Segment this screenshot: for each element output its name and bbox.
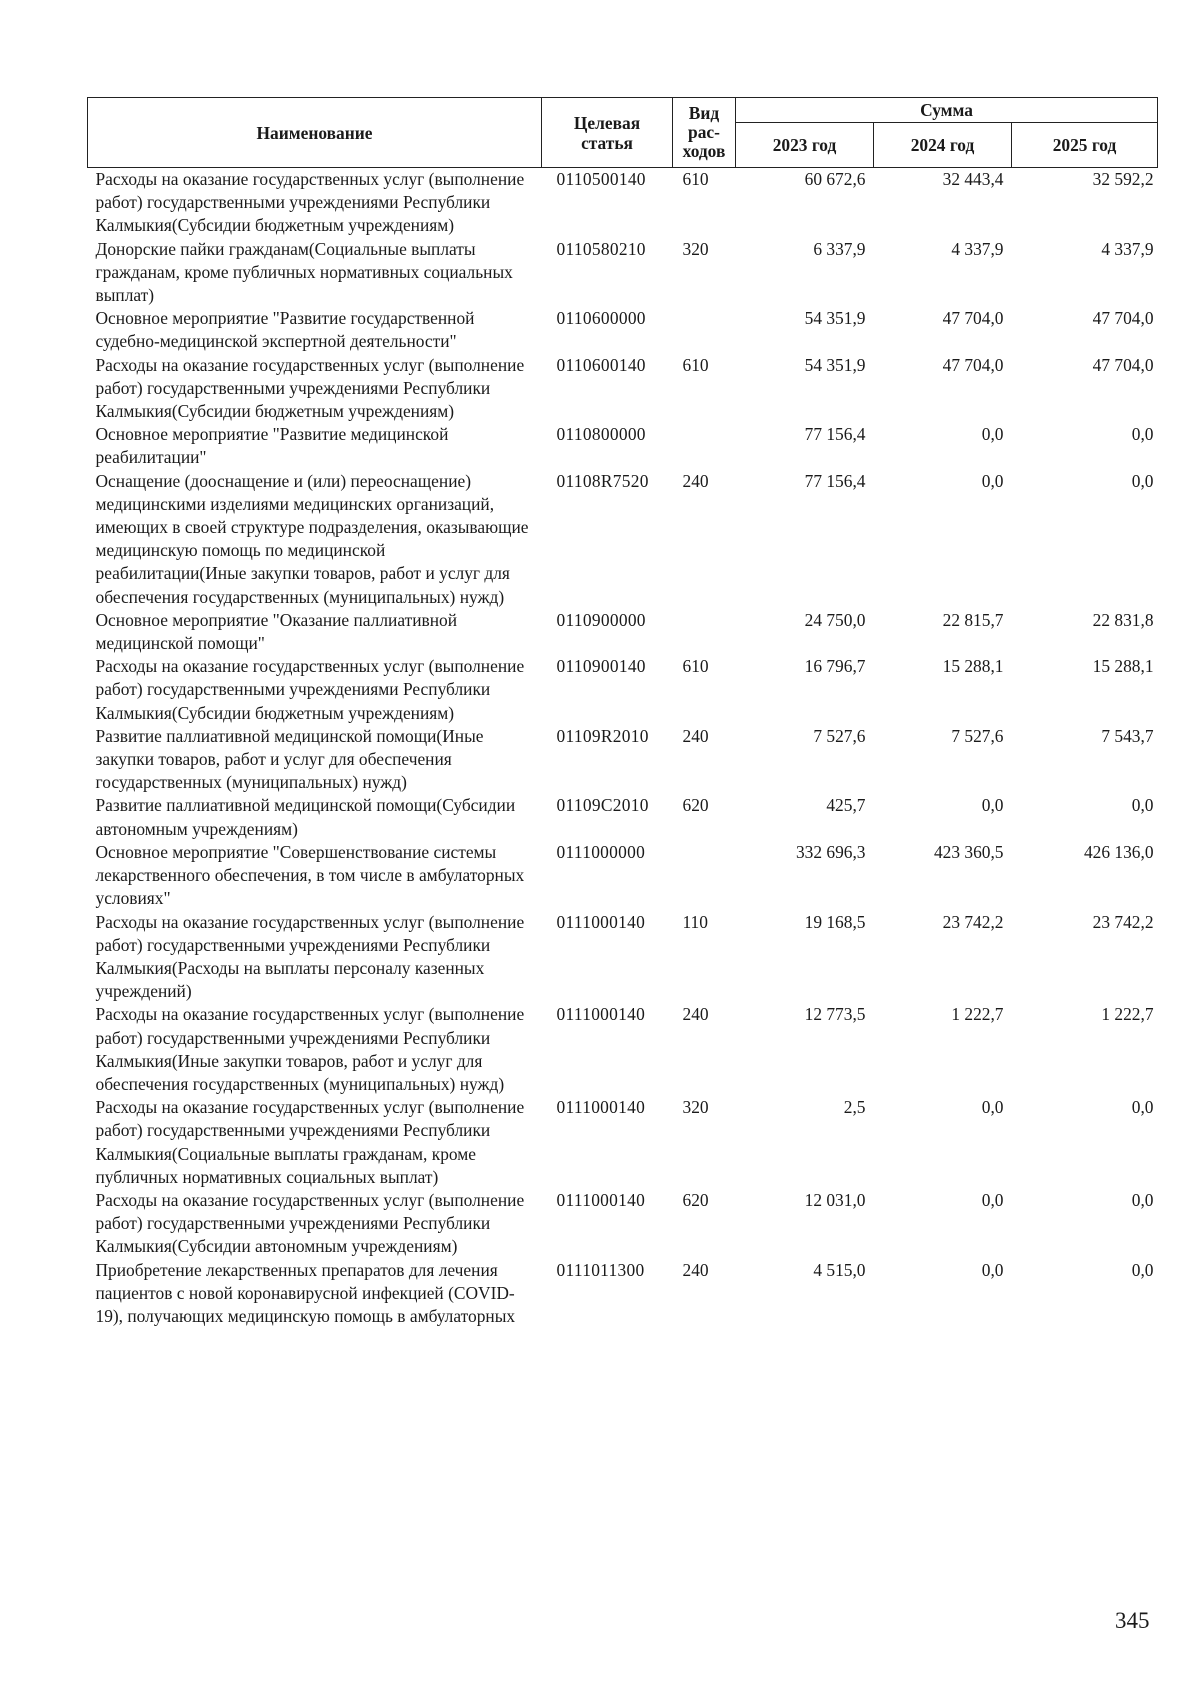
table-row xyxy=(88,168,1158,238)
row-name: Расходы на оказание государственных услуг (выполнение работ) государственными учреждениями Республики Калмыкия(Субсидии бюджетным учреждениям) xyxy=(95,354,525,422)
table-row xyxy=(88,470,1158,609)
row-code: 0111000000 xyxy=(556,841,646,862)
table-row xyxy=(88,841,1158,911)
table-row xyxy=(88,1096,1158,1189)
table-row xyxy=(88,1003,1158,1096)
row-sum-2025: 0,0 xyxy=(1131,470,1154,491)
row-sum-2025: 426 136,0 xyxy=(1083,841,1154,862)
row-code: 01108R7520 xyxy=(556,470,649,491)
row-sum-2025: 0,0 xyxy=(1131,1189,1154,1210)
row-sum-2025: 47 704,0 xyxy=(1092,308,1154,329)
row-sum-2023: 60 672,6 xyxy=(804,169,866,189)
row-sum-2025: 15 288,1 xyxy=(1092,656,1154,677)
row-sum-2025: 23 742,2 xyxy=(1092,911,1154,932)
row-type: 240 xyxy=(682,1004,709,1025)
row-code: 0110600140 xyxy=(556,354,646,375)
row-type xyxy=(673,609,736,655)
row-sum-2024: 47 704,0 xyxy=(942,308,1004,329)
row-sum-2025: 4 337,9 xyxy=(1101,238,1154,259)
row-code: 01109C2010 xyxy=(556,795,649,816)
row-type: 620 xyxy=(682,795,709,816)
row-name: Развитие паллиативной медицинской помощи(Субсидии автономным учреждениям) xyxy=(95,795,516,839)
table-body xyxy=(88,168,1158,1329)
row-name: Донорские пайки гражданам(Социальные выплаты гражданам, кроме публичных нормативных социальных выплат) xyxy=(95,238,513,306)
row-sum-2025: 47 704,0 xyxy=(1092,354,1154,375)
table-header xyxy=(88,98,1158,168)
row-sum-2024: 1 222,7 xyxy=(951,1004,1004,1025)
row-name: Расходы на оказание государственных услуг (выполнение работ) государственными учреждениями Республики Калмыкия(Субсидии бюджетным учреждениям) xyxy=(95,656,525,723)
table-row xyxy=(88,911,1158,1004)
row-type xyxy=(673,841,736,911)
row-sum-2024: 15 288,1 xyxy=(942,656,1004,677)
row-name: Расходы на оказание государственных услуг (выполнение работ) государственными учреждениями Республики Калмыкия(Субсидии автономным учреждениям) xyxy=(95,1189,525,1257)
row-type: 320 xyxy=(682,1097,709,1118)
row-sum-2023: 77 156,4 xyxy=(804,470,866,491)
page-number: 345 xyxy=(1115,1608,1150,1633)
row-type: 240 xyxy=(682,725,709,746)
row-sum-2023: 7 527,6 xyxy=(813,725,866,746)
table-row xyxy=(88,354,1158,424)
row-sum-2024: 47 704,0 xyxy=(942,354,1004,375)
row-sum-2025: 0,0 xyxy=(1131,424,1154,445)
row-sum-2023: 332 696,3 xyxy=(795,841,866,862)
header-type-line1: Вид xyxy=(688,103,720,123)
row-sum-2024: 0,0 xyxy=(981,795,1004,816)
row-sum-2025: 0,0 xyxy=(1131,1259,1154,1280)
row-code: 01109R2010 xyxy=(556,725,649,746)
row-code: 0110580210 xyxy=(556,238,646,259)
row-sum-2025: 0,0 xyxy=(1131,795,1154,816)
row-name: Основное мероприятие "Оказание паллиативной медицинской помощи" xyxy=(95,609,458,654)
row-code: 0110900140 xyxy=(556,656,646,677)
row-sum-2023: 19 168,5 xyxy=(804,911,866,932)
row-code: 0111000140 xyxy=(556,1189,646,1210)
header-name: Наименование xyxy=(88,98,542,168)
row-sum-2025: 22 831,8 xyxy=(1092,609,1154,630)
row-sum-2023: 6 337,9 xyxy=(813,238,866,259)
table-row xyxy=(88,794,1158,840)
header-year-2024: 2024 год xyxy=(874,123,1012,168)
row-sum-2024: 0,0 xyxy=(981,1097,1004,1118)
row-type: 240 xyxy=(682,1259,709,1280)
row-code: 0110500140 xyxy=(556,169,646,189)
header-year-2025: 2025 год xyxy=(1012,123,1158,168)
row-code: 0110900000 xyxy=(556,609,646,630)
row-sum-2023: 425,7 xyxy=(826,795,866,816)
row-type: 610 xyxy=(682,169,709,189)
row-type xyxy=(673,307,736,353)
header-type-line2: рас- xyxy=(688,122,720,142)
header-code xyxy=(542,98,673,168)
header-type xyxy=(673,98,736,168)
row-name: Расходы на оказание государственных услуг (выполнение работ) государственными учреждениями Республики Калмыкия(Субсидии бюджетным учреждениям) xyxy=(95,169,525,236)
table-row xyxy=(88,1259,1158,1329)
row-code: 0110600000 xyxy=(556,308,646,329)
table-row xyxy=(88,307,1158,353)
row-sum-2024: 0,0 xyxy=(981,424,1004,445)
row-code: 0111011300 xyxy=(556,1259,645,1280)
row-sum-2023: 54 351,9 xyxy=(804,308,866,329)
row-sum-2023: 4 515,0 xyxy=(813,1259,866,1280)
row-sum-2023: 2,5 xyxy=(843,1097,866,1118)
row-name: Расходы на оказание государственных услуг (выполнение работ) государственными учреждениями Республики Калмыкия(Социальные выплаты гражданам, кроме публичных нормативных социальных выплат) xyxy=(95,1097,525,1187)
row-name: Основное мероприятие "Развитие медицинской реабилитации" xyxy=(95,424,449,468)
row-sum-2024: 0,0 xyxy=(981,1259,1004,1280)
row-type: 610 xyxy=(682,656,709,677)
row-sum-2025: 7 543,7 xyxy=(1101,725,1154,746)
table-row xyxy=(88,423,1158,469)
row-sum-2024: 4 337,9 xyxy=(951,238,1004,259)
row-type: 110 xyxy=(682,911,708,932)
header-sum: Сумма xyxy=(736,98,1158,123)
row-sum-2024: 0,0 xyxy=(981,1189,1004,1210)
row-sum-2025: 0,0 xyxy=(1131,1097,1154,1118)
row-type: 320 xyxy=(682,238,709,259)
row-code: 0111000140 xyxy=(556,1004,646,1025)
table-row xyxy=(88,655,1158,725)
row-code: 0111000140 xyxy=(556,911,646,932)
row-sum-2023: 24 750,0 xyxy=(804,609,866,630)
row-sum-2024: 7 527,6 xyxy=(951,725,1004,746)
row-sum-2023: 16 796,7 xyxy=(804,656,866,677)
row-sum-2023: 77 156,4 xyxy=(804,424,866,445)
row-sum-2024: 22 815,7 xyxy=(942,609,1004,630)
header-year-2023: 2023 год xyxy=(736,123,874,168)
row-sum-2023: 54 351,9 xyxy=(804,354,866,375)
row-sum-2024: 0,0 xyxy=(981,470,1004,491)
row-name: Основное мероприятие "Развитие государственной судебно-медицинской экспертной деятельности" xyxy=(95,308,475,352)
table-row xyxy=(88,238,1158,308)
row-type: 620 xyxy=(682,1189,709,1210)
header-code-line2: статья xyxy=(581,132,633,153)
row-name: Оснащение (дооснащение и (или) переоснащение) медицинскими изделиями медицинских организаций, имеющих в своей структуре подразделения, оказывающие медицинскую помощь по медицинской реабилитации(Иные закупки товаров, работ и услуг для обеспечения государственных (муниципальных) нужд) xyxy=(95,470,529,607)
row-code: 0110800000 xyxy=(556,424,646,445)
row-code: 0111000140 xyxy=(556,1097,646,1118)
row-sum-2024: 423 360,5 xyxy=(933,841,1004,862)
row-name: Приобретение лекарственных препаратов для лечения пациентов с новой коронавирусной инфекцией (COVID-19), получающих медицинскую помощь в амбулаторных xyxy=(95,1259,516,1326)
row-sum-2025: 32 592,2 xyxy=(1092,169,1154,189)
header-code-line1: Целевая xyxy=(573,112,641,133)
header-type-line3: ходов xyxy=(682,141,726,161)
row-name: Основное мероприятие "Совершенствование системы лекарственного обеспечения, в том числе в амбулаторных условиях" xyxy=(95,841,525,909)
row-name: Расходы на оказание государственных услуг (выполнение работ) государственными учреждениями Республики Калмыкия(Расходы на выплаты персоналу казенных учреждений) xyxy=(95,911,525,1002)
row-type xyxy=(673,423,736,469)
row-type: 240 xyxy=(682,470,709,491)
row-name: Расходы на оказание государственных услуг (выполнение работ) государственными учреждениями Республики Калмыкия(Иные закупки товаров, работ и услуг для обеспечения государственных (муниципальных) нужд) xyxy=(95,1004,525,1094)
row-type: 610 xyxy=(682,354,709,375)
row-sum-2023: 12 773,5 xyxy=(804,1004,866,1025)
table-row xyxy=(88,1189,1158,1259)
row-sum-2024: 23 742,2 xyxy=(942,911,1004,932)
row-sum-2025: 1 222,7 xyxy=(1101,1004,1154,1025)
row-sum-2023: 12 031,0 xyxy=(804,1189,866,1210)
table-row xyxy=(88,725,1158,795)
table-row xyxy=(88,609,1158,655)
row-name: Развитие паллиативной медицинской помощи(Иные закупки товаров, работ и услуг для обеспечения государственных (муниципальных) нужд) xyxy=(95,725,484,793)
row-sum-2024: 32 443,4 xyxy=(942,169,1004,189)
budget-table xyxy=(87,97,1158,1328)
